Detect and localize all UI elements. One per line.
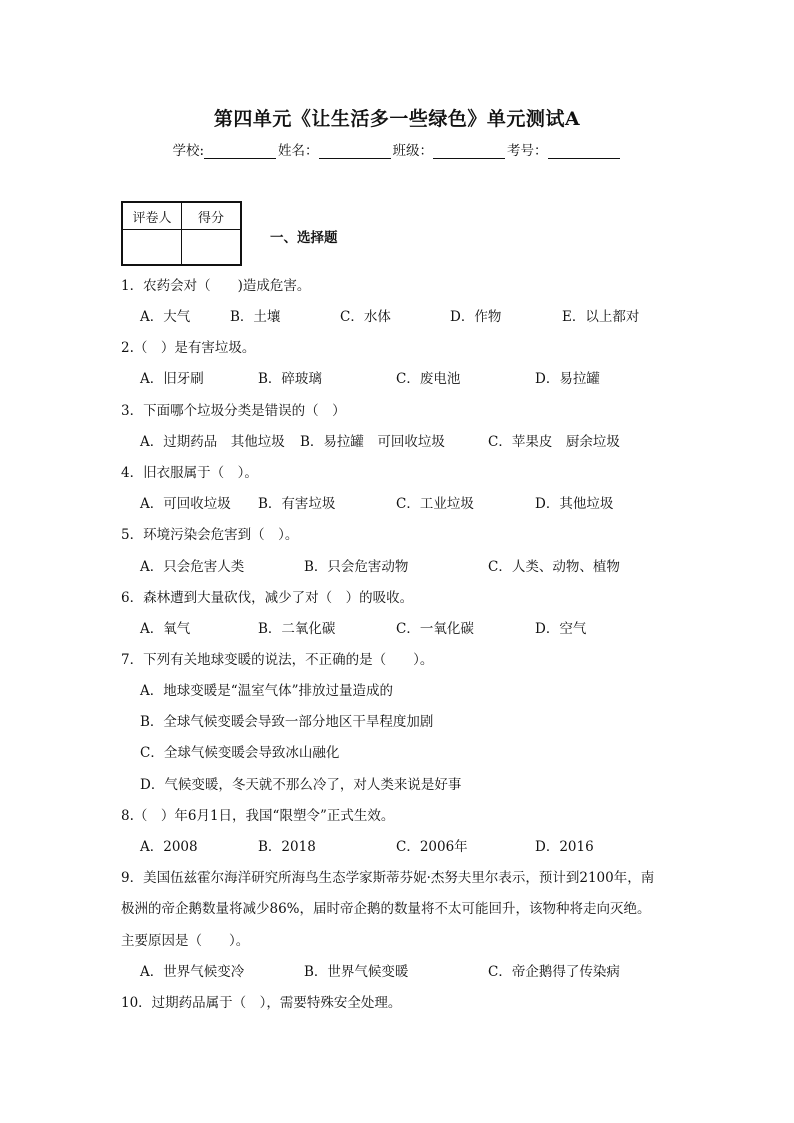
question-3: 3．下面哪个垃圾分类是错误的（ ） [121,403,346,419]
question-1: 1．农药会对（ )造成危害。 [121,278,311,294]
option: B．二氧化碳 [258,621,336,637]
question-6: 6．森林遭到大量砍伐，减少了对（ ）的吸收。 [121,590,414,606]
option: B．土壤 [230,309,281,325]
school-label: 学校: [172,143,205,159]
option: C．苹果皮 厨余垃圾 [488,434,620,450]
option: B．有害垃圾 [258,496,336,512]
option: D．其他垃圾 [535,496,614,512]
score-header: 得分 [182,202,242,230]
grader-header: 评卷人 [122,202,182,230]
score-table [121,201,242,266]
option: D．易拉罐 [535,371,600,387]
option: C．人类、动物、植物 [488,559,620,575]
option: C．全球气候变暖会导致冰山融化 [140,745,340,761]
option: C．2006年 [396,839,468,855]
option: D．空气 [535,621,587,637]
question-7: 7．下列有关地球变暖的说法，不正确的是（ ）。 [121,652,434,668]
grader-cell [122,230,182,266]
option: C．水体 [340,309,391,325]
option: A．大气 [140,309,191,325]
option: A．只会危害人类 [140,559,245,575]
option: A．地球变暖是“温室气体”排放过量造成的 [140,683,394,699]
question-8-options [140,835,700,855]
option: D．气候变暖，冬天就不那么冷了，对人类来说是好事 [140,777,462,793]
question-2-options [140,367,700,387]
option: A．旧牙刷 [140,371,204,387]
class-label: 班级： [392,143,434,159]
option: B．易拉罐 可回收垃圾 [300,434,445,450]
question-9-line-1: 9．美国伍兹霍尔海洋研究所海鸟生态学家斯蒂芬妮·杰努夫里尔表示，预计到2100年，南 [121,870,655,886]
number-blank [548,144,620,159]
option: C．一氧化碳 [396,621,474,637]
question-9-line-3: 主要原因是（ ）。 [121,933,250,949]
name-blank [319,144,391,159]
option: B．全球气候变暖会导致一部分地区干旱程度加剧 [140,714,434,730]
question-5: 5．环境污染会危害到（ ）。 [121,527,299,543]
option: A．过期药品 其他垃圾 [140,434,285,450]
question-1-options [140,305,700,325]
question-3-options [140,430,700,450]
option: C．帝企鹅得了传染病 [488,964,620,980]
option: B．世界气候变暖 [304,964,409,980]
name-label: 姓名： [278,143,319,159]
option: E．以上都对 [562,309,640,325]
number-label: 考号： [507,143,548,159]
question-10: 10．过期药品属于（ ），需要特殊安全处理。 [121,995,402,1011]
option: D．作物 [450,309,502,325]
option: B．碎玻璃 [258,371,322,387]
class-blank [433,144,505,159]
question-4: 4．旧衣服属于（ ）。 [121,465,258,481]
option: C．废电池 [396,371,461,387]
question-6-options [140,617,700,637]
option: D．2016 [535,839,594,855]
option: B．2018 [258,839,316,855]
school-blank [204,144,276,159]
option: B．只会危害动物 [304,559,409,575]
question-5-options [140,555,700,575]
page-title: 第四单元《让生活多一些绿色》单元测试A [213,108,581,130]
section-title: 一、选择题 [270,230,338,246]
question-2: 2.（ ）是有害垃圾。 [121,340,256,356]
question-9-options [140,960,700,980]
student-info-line [0,139,794,159]
option: C．工业垃圾 [396,496,474,512]
option: A．2008 [140,839,198,855]
score-cell [182,230,242,266]
question-9-line-2: 极洲的帝企鹅数量将减少86%，届时帝企鹅的数量将不太可能回升，该物种将走向灭绝。 [121,901,651,917]
option: A．氧气 [140,621,191,637]
question-4-options [140,492,700,512]
question-8: 8.（ ）年6月1日，我国“限塑令”正式生效。 [121,808,395,824]
option: A．世界气候变冷 [140,964,245,980]
option: A．可回收垃圾 [140,496,231,512]
